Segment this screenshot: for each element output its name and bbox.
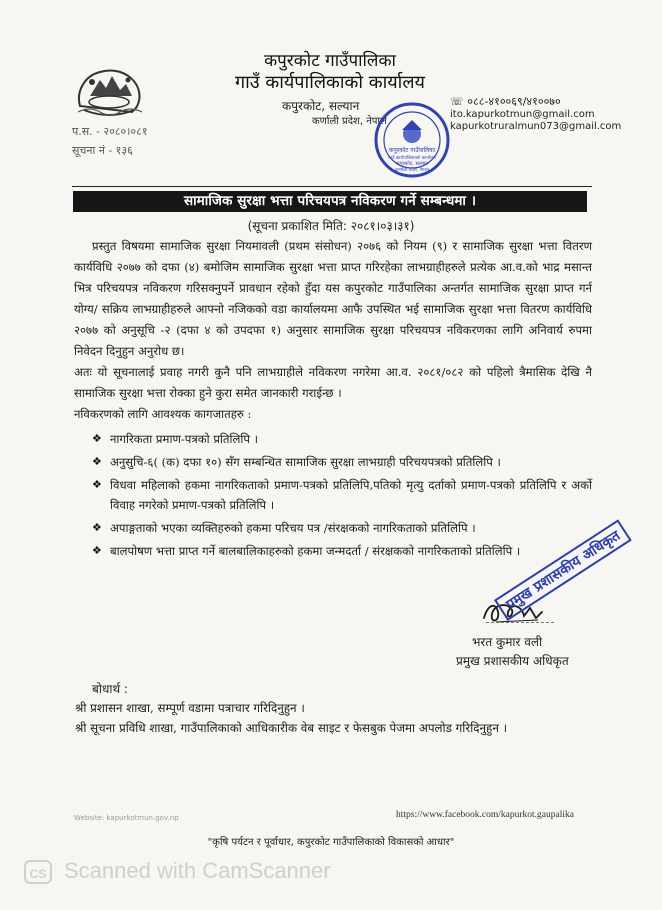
footer-slogan: "कृषि पर्यटन र पूर्वाधार, कपुरकोट गाउँपालिकाको विकासको आधार" xyxy=(207,837,455,848)
office-name xyxy=(200,50,460,94)
reference-block xyxy=(72,122,148,160)
municipality-name: कपुरकोट गाउँपालिका xyxy=(264,51,396,71)
list-item xyxy=(74,541,592,561)
list-item xyxy=(74,518,592,538)
seal-text-4: कर्णाली प्रदेश, नेपाल xyxy=(395,168,429,173)
published-date: (सूचना प्रकाशित मिति: २०८१।०३।३१) xyxy=(247,219,415,233)
camscanner-text: Scanned with CamScanner xyxy=(64,858,331,883)
contact-info xyxy=(450,96,621,134)
seal-text-3: कपुरकोट, सल्यान xyxy=(395,161,429,167)
list-item xyxy=(74,452,592,472)
doc-item-text: नागरिकता प्रमाण-पत्रको प्रतिलिपि । xyxy=(110,432,259,446)
doc-item-text: अपाङ्गताको भएका व्यक्तिहरुको हकमा परिचय पत्र /संरक्षकको नागरिकताको प्रतिलिपि । xyxy=(110,521,476,535)
cc-list xyxy=(75,698,507,738)
nepal-emblem-icon xyxy=(70,62,148,120)
cc-label: बोधार्थ : xyxy=(92,682,128,696)
body-paragraph-2: अतः यो सूचनालाई प्रवाह नगरी कुनै पनि लाभग्राहीले नविकरण नगरेमा आ.व. २०८१/०८२ को पहिलो त्रैमासिक देखि नै सामाजिक सुरक्षा भत्ता रोक्का हुने कुरा समेत जानकारी गराईन्छ । xyxy=(74,365,592,400)
bullet-icon: ❖ xyxy=(92,455,102,468)
doc-item-text: अनुसुचि-६( (क) दफा १०) सँग सम्बन्धित सामाजिक सुरक्षा लाभग्राही परिचयपत्रको प्रतिलिपि । xyxy=(110,455,501,469)
required-docs-heading: नविकरणको लागि आवश्यक कागजातहरु : xyxy=(74,407,252,421)
designation-stamp-text: प्रमुख प्रशासकीय अधिकृत xyxy=(494,519,632,621)
email-office: kapurkotruralmun073@gmail.com xyxy=(450,121,622,132)
footer-facebook-url: https://www.facebook.com/kapurkot.gaupalika xyxy=(396,810,574,820)
office-title: गाउँ कार्यपालिकाको कार्यालय xyxy=(235,72,425,93)
bullet-icon: ❖ xyxy=(92,478,102,491)
bullet-icon: ❖ xyxy=(92,521,102,534)
fiscal-year-ref: प.स. - २०८०।०८१ xyxy=(72,125,148,138)
bullet-icon: ❖ xyxy=(92,544,102,557)
list-item xyxy=(74,475,592,515)
signatory-name: भरत कुमार वली xyxy=(472,635,543,649)
office-seal-stamp xyxy=(372,100,452,180)
bullet-icon: ❖ xyxy=(92,432,102,445)
address-line-1: कपुरकोट, सल्यान xyxy=(282,99,360,113)
address-line-2: कर्णाली प्रदेश, नेपाल xyxy=(312,116,387,127)
phone-number: ☏ ०८८-४१००६९/४१००७० xyxy=(450,95,561,108)
notice-number: सूचना नं - १३६ xyxy=(72,144,133,157)
cc-line-it: श्री सूचना प्रविधि शाखा, गाउँपालिकाको आधिकारीक वेब साइट र फेसबुक पेजमा अपलोड गरिदिनुहुन । xyxy=(75,721,508,735)
list-item xyxy=(74,429,592,449)
signatory-title: प्रमुख प्रशासकीय अधिकृत xyxy=(456,654,569,668)
notice-subject: सामाजिक सुरक्षा भत्ता परिचयपत्र नविकरण गर्ने सम्बन्धमा । xyxy=(73,191,587,212)
camscanner-logo-icon: CS xyxy=(24,860,52,884)
seal-text-2: गाउँ कार्यपालिकाको कार्यालय xyxy=(388,156,436,161)
footer-website: Website: kapurkotmun.gov.np xyxy=(74,814,179,822)
header-divider xyxy=(72,186,592,187)
seal-text-1: कपुरकोट गाउँपालिका xyxy=(388,147,436,154)
body-paragraph-1: प्रस्तुत विषयमा सामाजिक सुरक्षा नियमावली (प्रथम संसोधन) २०७६ को नियम (९) र सामाजिक सुरक्षा भत्ता वितरण कार्यविधि २०७७ को दफा (४) बमोजिम सामाजिक सुरक्षा भत्ता प्राप्त गरिरहेका लाभग्राहीहरुले प्रत्येक आ.व.को भाद्र मसान्त भित्र परिचयपत्र नविकरण गरिसक्नुपर्ने प्रावधान रहेको हुँदा यस कपुरकोट गाउँपालिका अन्तर्गत सामाजिक सुरक्षा प्राप्त गर्न योग्य/ सक्रिय लाभग्राहीहरुले आफ्नो नजिकको वडा कार्यालयमा आफै उपस्थित भई सामाजिक सुरक्षा भत्ता वितरण कार्यविधि २०७७ को अनुसूचि -२ (दफा ४ को उपदफा १) अनुसार सामाजिक सुरक्षा परिचयपत्र नविकरणका लागि अनिवार्य रुपमा निवेदन दिनुहुन अनुरोध छ। xyxy=(74,239,592,358)
doc-item-text: विधवा महिलाको हकमा नागरिकताको प्रमाण-पत्रको प्रतिलिपि,पतिको मृत्यु दर्ताको प्रमाण-पत्रको प्रतिलिपि र अर्को विवाह नगरेको प्रमाण-पत्रको प्रतिलिपि । xyxy=(110,478,592,512)
required-docs-list xyxy=(74,429,592,561)
doc-item-text: बालपोषण भत्ता प्राप्त गर्ने बालबालिकाहरुको हकमा जन्मदर्ता / संरक्षकको नागरिकताको प्रतिलिपि । xyxy=(110,544,521,558)
cc-line-admin: श्री प्रशासन शाखा, सम्पूर्ण वडामा पत्राचार गरिदिनुहुन । xyxy=(75,701,305,715)
email-it: ito.kapurkotmun@gmail.com xyxy=(450,108,595,120)
signature-line xyxy=(486,622,554,623)
notice-body xyxy=(74,236,592,564)
